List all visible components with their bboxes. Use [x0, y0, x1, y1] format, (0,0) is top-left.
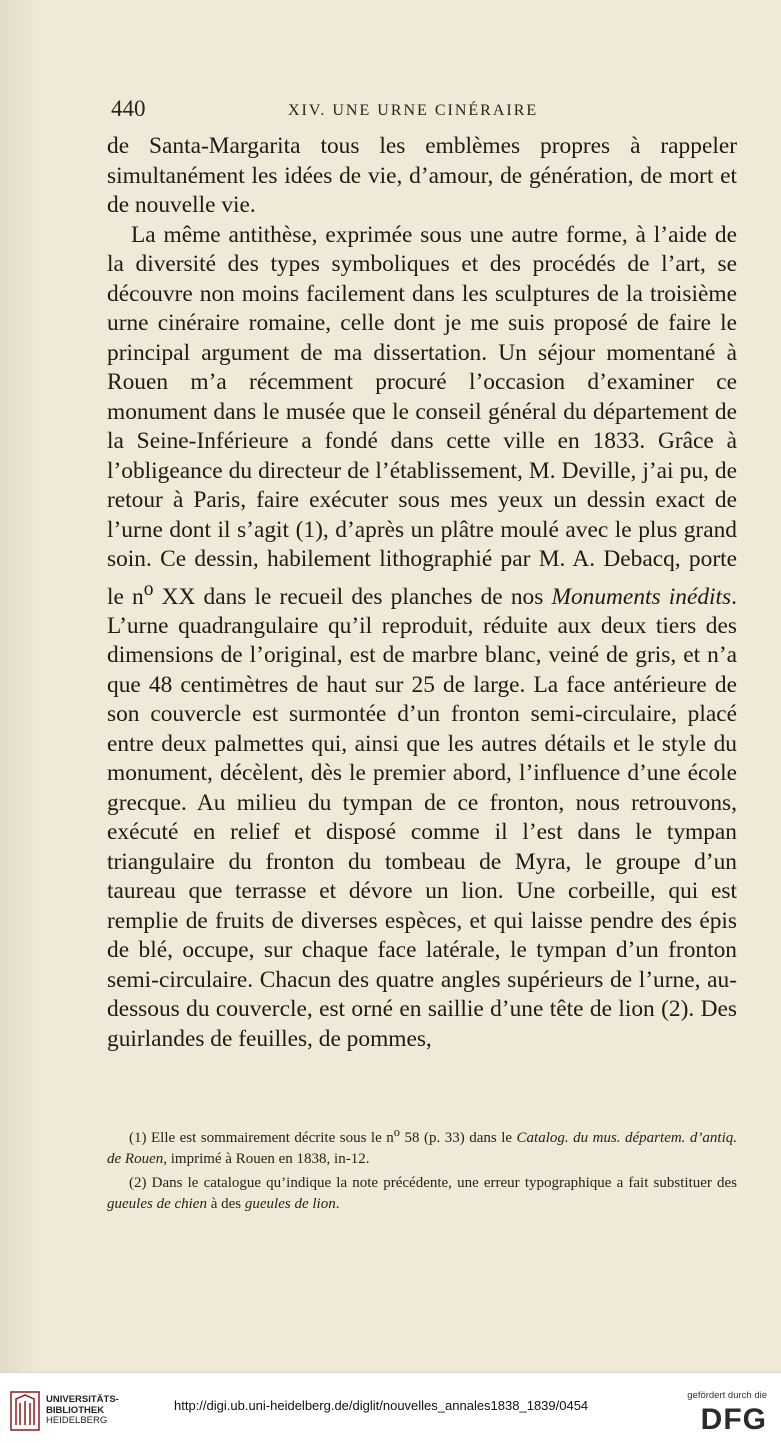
dfg-logo: DFG — [700, 1403, 767, 1436]
library-name: UNIVERSITÄTS- BIBLIOTHEK HEIDELBERG — [46, 1394, 119, 1426]
footnotes — [107, 1122, 737, 1218]
paragraph-1: de Santa-Margarita tous les emblèmes propres à rappeler simultanément les idées de vie, d’amour, de génération, de mort et de nouvelle vie. — [107, 133, 737, 218]
monuments-inedits-title: Monuments inédits — [551, 583, 732, 610]
binding-shadow — [0, 0, 40, 1372]
paragraph-2: La même antithèse, exprimée sous une autre forme, à l’aide de la diversité des types symboliques et des procédés de l’art, se découvre non moins facilement dans les sculptures de la troisième urne cinéraire romaine, celle dont je me suis proposé de faire le principal argument de ma dissertation. Un séjour momentané à Rouen m’a récemment procuré l’occasion d’examiner ce monument dans le musée que le conseil général du département de la Seine-Inférieure a fondé dans cette ville en 1833. Grâce à l’obligeance du directeur de l’établissement, M. Deville, j’ai pu, de retour à Paris, faire exécuter sous mes yeux un dessin exact de l’urne dont il s’agit (1), d’après un plâtre moulé avec le plus grand soin. Ce dessin, habilement lithographié par M. A. Debacq, porte le $n^o$ XX dans le recueil des planches de nos Monuments inédits. L’urne quadrangulaire qu’il reproduit, réduite aux deux tiers des dimensions de l’original, est de marbre blanc, veiné de gris, et n’a que 48 centimètres de haut sur 25 de large. La face antérieure de son couvercle est surmontée d’un fronton semi-circulaire, placé entre deux palmettes qui, ainsi que les autres détails et le style du monument, décèlent, dès le premier abord, l’influence d’une école grecque. Au milieu du tympan de ce fronton, nous retrouvons, exécuté en relief et disposé comme il l’est dans le tympan triangulaire du fronton du tombeau de Myra, le groupe d’un taureau que terrasse et dévore un lion. Une corbeille, qui est remplie de fruits de diverses espèces, et qui laisse pendre des épis de blé, occupe, sur chaque face latérale, le tympan d’un fronton semi-circulaire. Chacun des quatre angles supérieurs de l’urne, au-dessous du couvercle, est orné en saillie d’une tête de lion (2). Des guirlandes de feuilles, de pommes, — [107, 221, 737, 1052]
body-text — [107, 132, 737, 1054]
page-number: 440 — [111, 96, 146, 121]
viewer-footer — [0, 1372, 781, 1443]
running-title: XIV. UNE URNE CINÉRAIRE — [288, 102, 539, 119]
university-library-icon — [10, 1391, 40, 1431]
footnote-1: (1) Elle est sommairement décrite sous le $n^o$ 58 (p. 33) dans le Catalog. du mus. départem. d’antiq. de Rouen, imprimé à Rouen en 1838, in-12. — [107, 1125, 738, 1167]
permalink[interactable]: http://digi.ub.uni-heidelberg.de/diglit/nouvelles_annales1838_1839/0454 — [174, 1398, 589, 1413]
dfg-tagline: gefördert durch die — [687, 1390, 767, 1401]
running-head — [111, 96, 731, 130]
footnote-2: (2) Dans le catalogue qu’indique la note précédente, une erreur typographique a fait substituer des gueules de chien à des gueules de lion. — [107, 1175, 737, 1212]
